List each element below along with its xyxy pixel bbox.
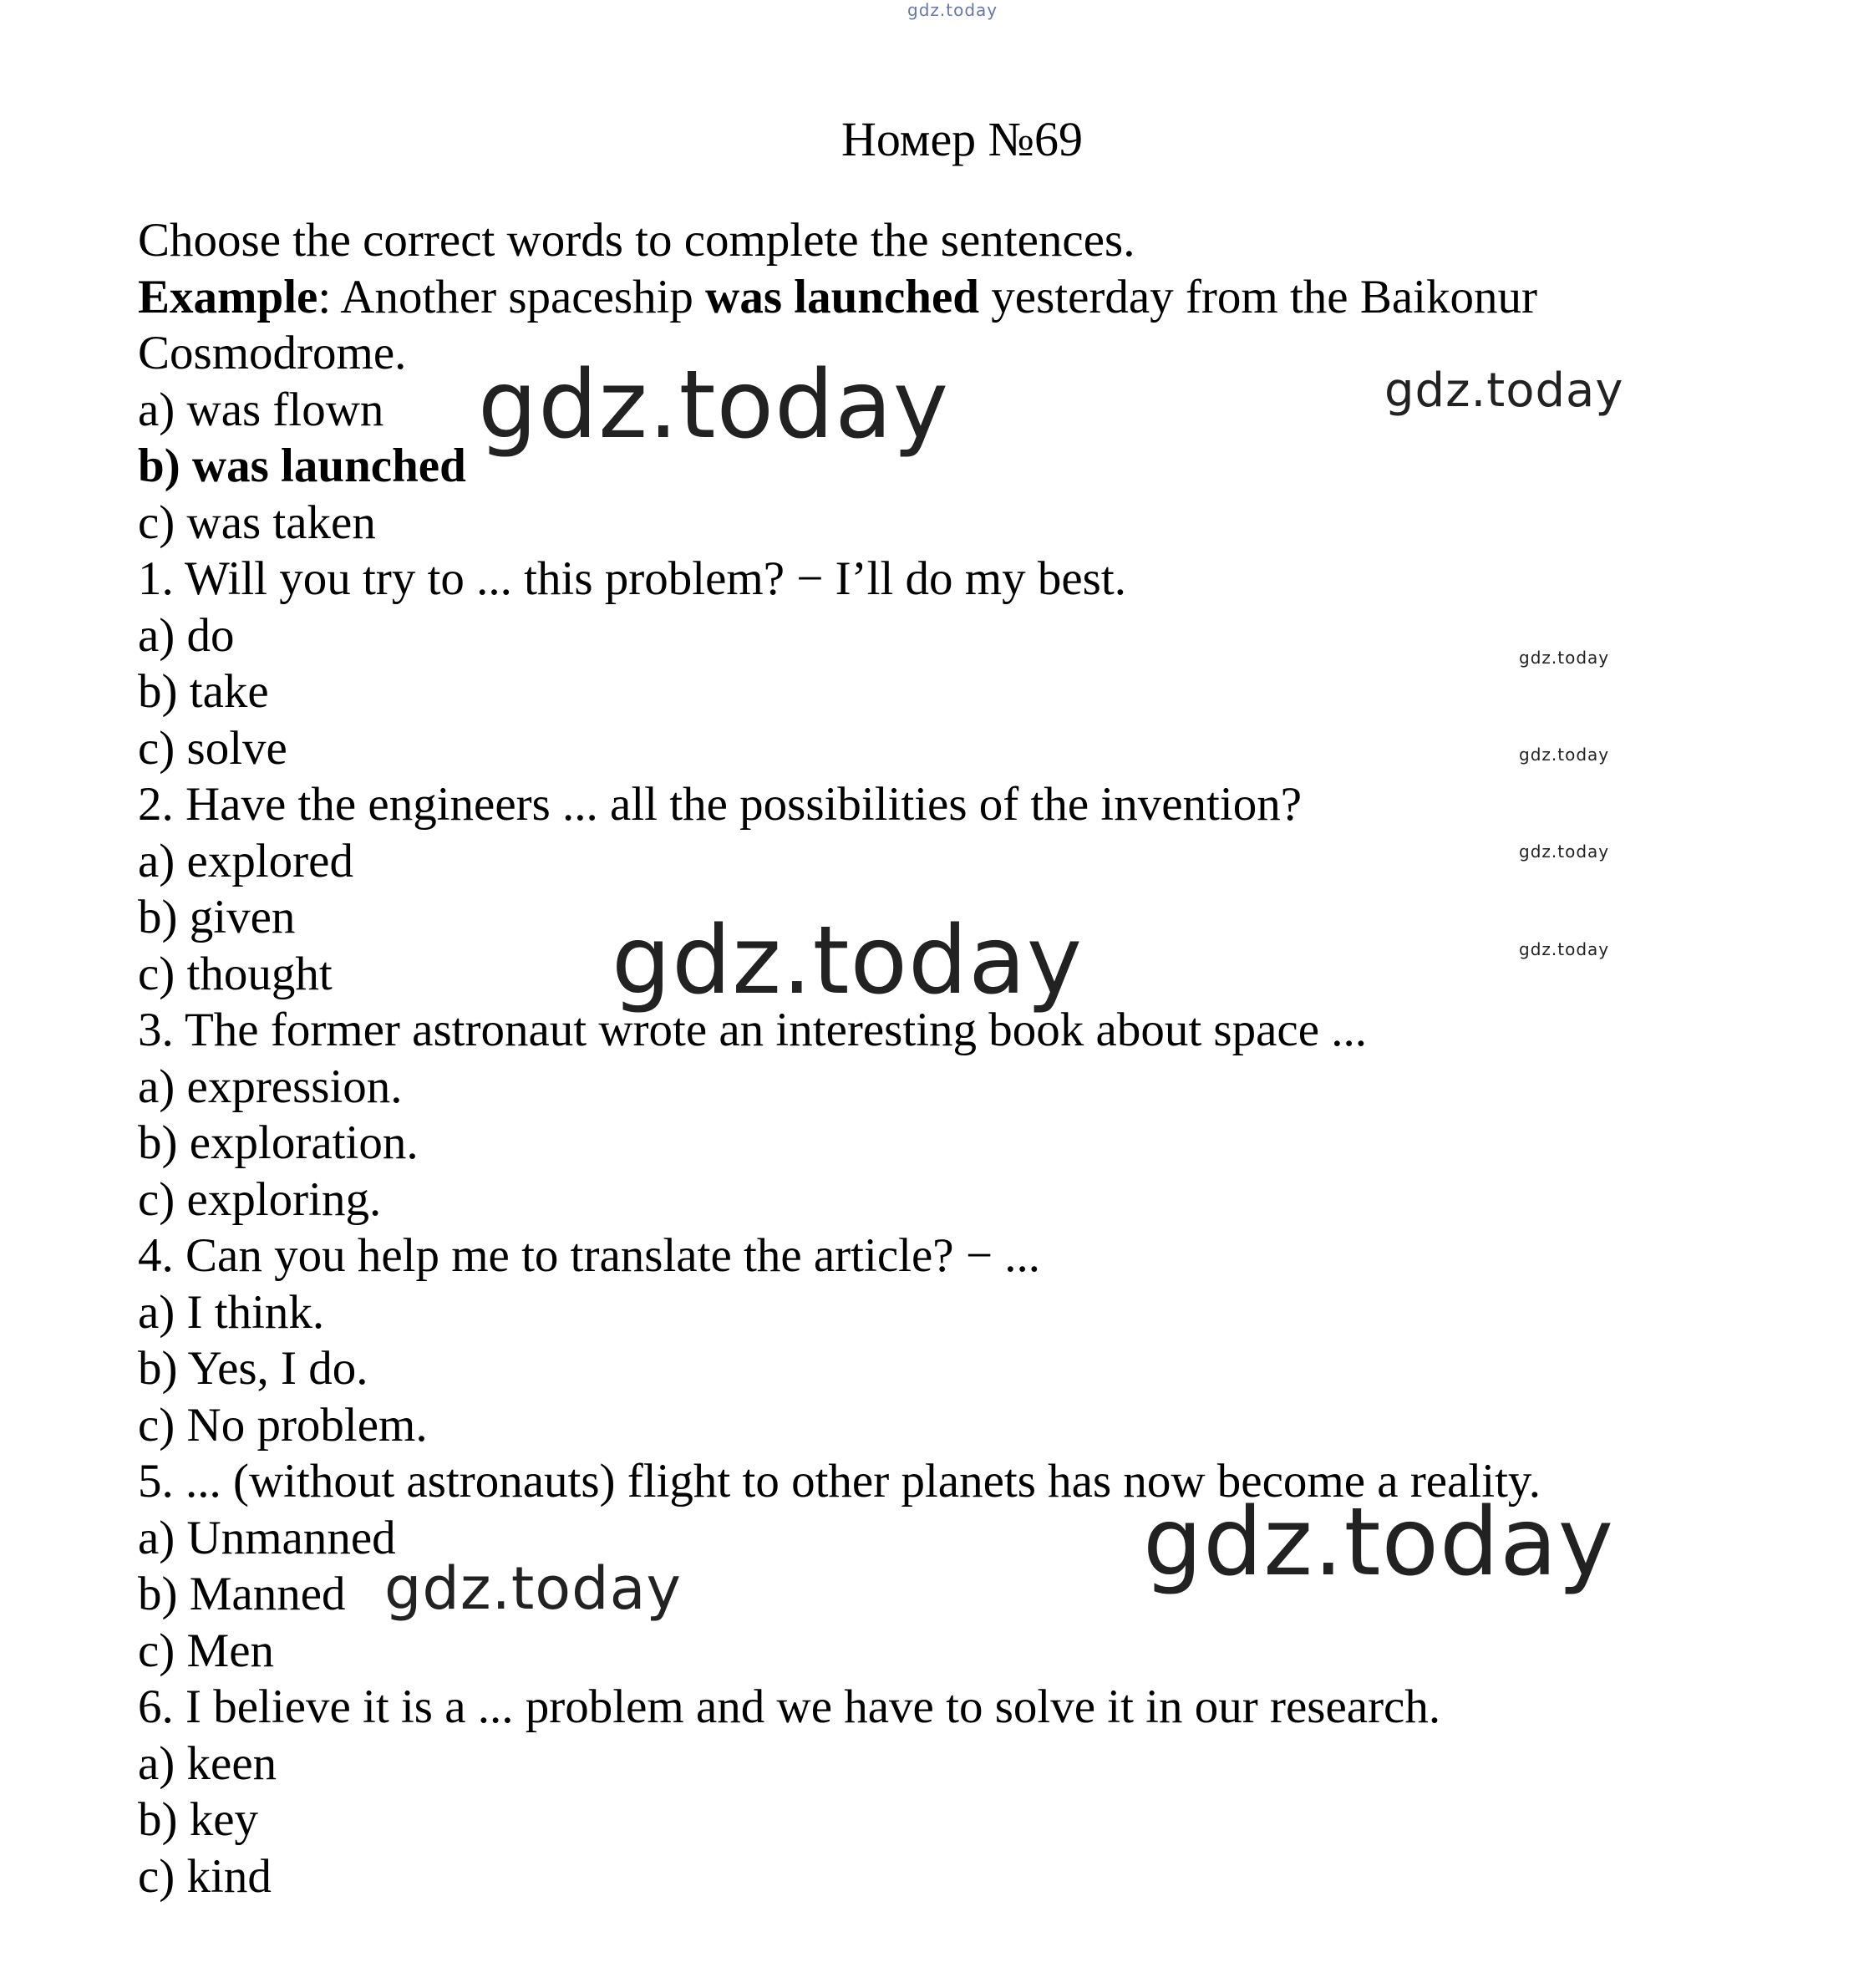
question-option: b) Yes, I do.: [138, 1342, 368, 1395]
example-option-selected: b) was launched: [138, 440, 466, 492]
watermark-large: gdz.today: [612, 907, 1084, 1015]
question-option: c) Men: [138, 1624, 275, 1677]
question-option: c) kind: [138, 1849, 272, 1903]
question-option: c) solve: [138, 721, 287, 775]
page-title: Номер №69: [841, 112, 1084, 166]
question-option: a) keen: [138, 1736, 277, 1790]
question-option: b) given: [138, 891, 296, 943]
instruction: Choose the correct words to complete the sentences.: [138, 214, 1135, 267]
question-prompt: 3. The former astronaut wrote an interesting book about space ...: [138, 1004, 1368, 1056]
question-prompt: 6. I believe it is a ... problem and we have to solve it in our research.: [138, 1680, 1441, 1733]
watermark-top: gdz.today: [907, 0, 998, 20]
question-option: b) Manned: [138, 1568, 346, 1620]
example-label: Example: [138, 270, 318, 323]
example-answer: was launched: [705, 270, 980, 323]
question-prompt: 2. Have the engineers ... all the possibilities of the invention?: [138, 778, 1302, 831]
watermark-medium: gdz.today: [384, 1554, 682, 1623]
watermark-small: gdz.today: [1519, 648, 1610, 668]
question-option: a) Unmanned: [138, 1511, 396, 1564]
question-option: a) explored: [138, 834, 353, 887]
example-text-before: Another spaceship: [331, 270, 706, 323]
question-prompt: 4. Can you help me to translate the article? − ...: [138, 1229, 1040, 1282]
question-option: b) key: [138, 1793, 259, 1846]
exercise-content: [138, 212, 1725, 1904]
question-option: c) thought: [138, 947, 333, 1000]
example-colon: :: [317, 270, 332, 323]
watermark-small: gdz.today: [1519, 745, 1610, 765]
example-continuation: Cosmodrome.: [138, 327, 407, 379]
question-prompt: 1. Will you try to ... this problem? − I’ll do my best.: [138, 552, 1126, 605]
watermark-medium: gdz.today: [1384, 364, 1624, 418]
example-option: c) was taken: [138, 496, 376, 549]
question-option: c) exploring.: [138, 1172, 382, 1226]
question-prompt: 5. ... (without astronauts) flight to other planets has now become a reality.: [138, 1455, 1541, 1508]
example-text-after: yesterday from the Baikonur: [979, 270, 1537, 323]
watermark-large: gdz.today: [1143, 1488, 1615, 1597]
watermark-large: gdz.today: [478, 351, 950, 460]
question-option: a) I think.: [138, 1285, 325, 1339]
example-sentence: [138, 269, 1725, 326]
question-option: a) do: [138, 608, 235, 662]
watermark-small: gdz.today: [1519, 841, 1610, 862]
question-option: c) No problem.: [138, 1398, 428, 1452]
question-option: a) expression.: [138, 1060, 403, 1113]
example-option: a) was flown: [138, 383, 384, 436]
watermark-small: gdz.today: [1519, 939, 1610, 959]
question-option: b) exploration.: [138, 1116, 419, 1169]
question-option: b) take: [138, 665, 269, 718]
